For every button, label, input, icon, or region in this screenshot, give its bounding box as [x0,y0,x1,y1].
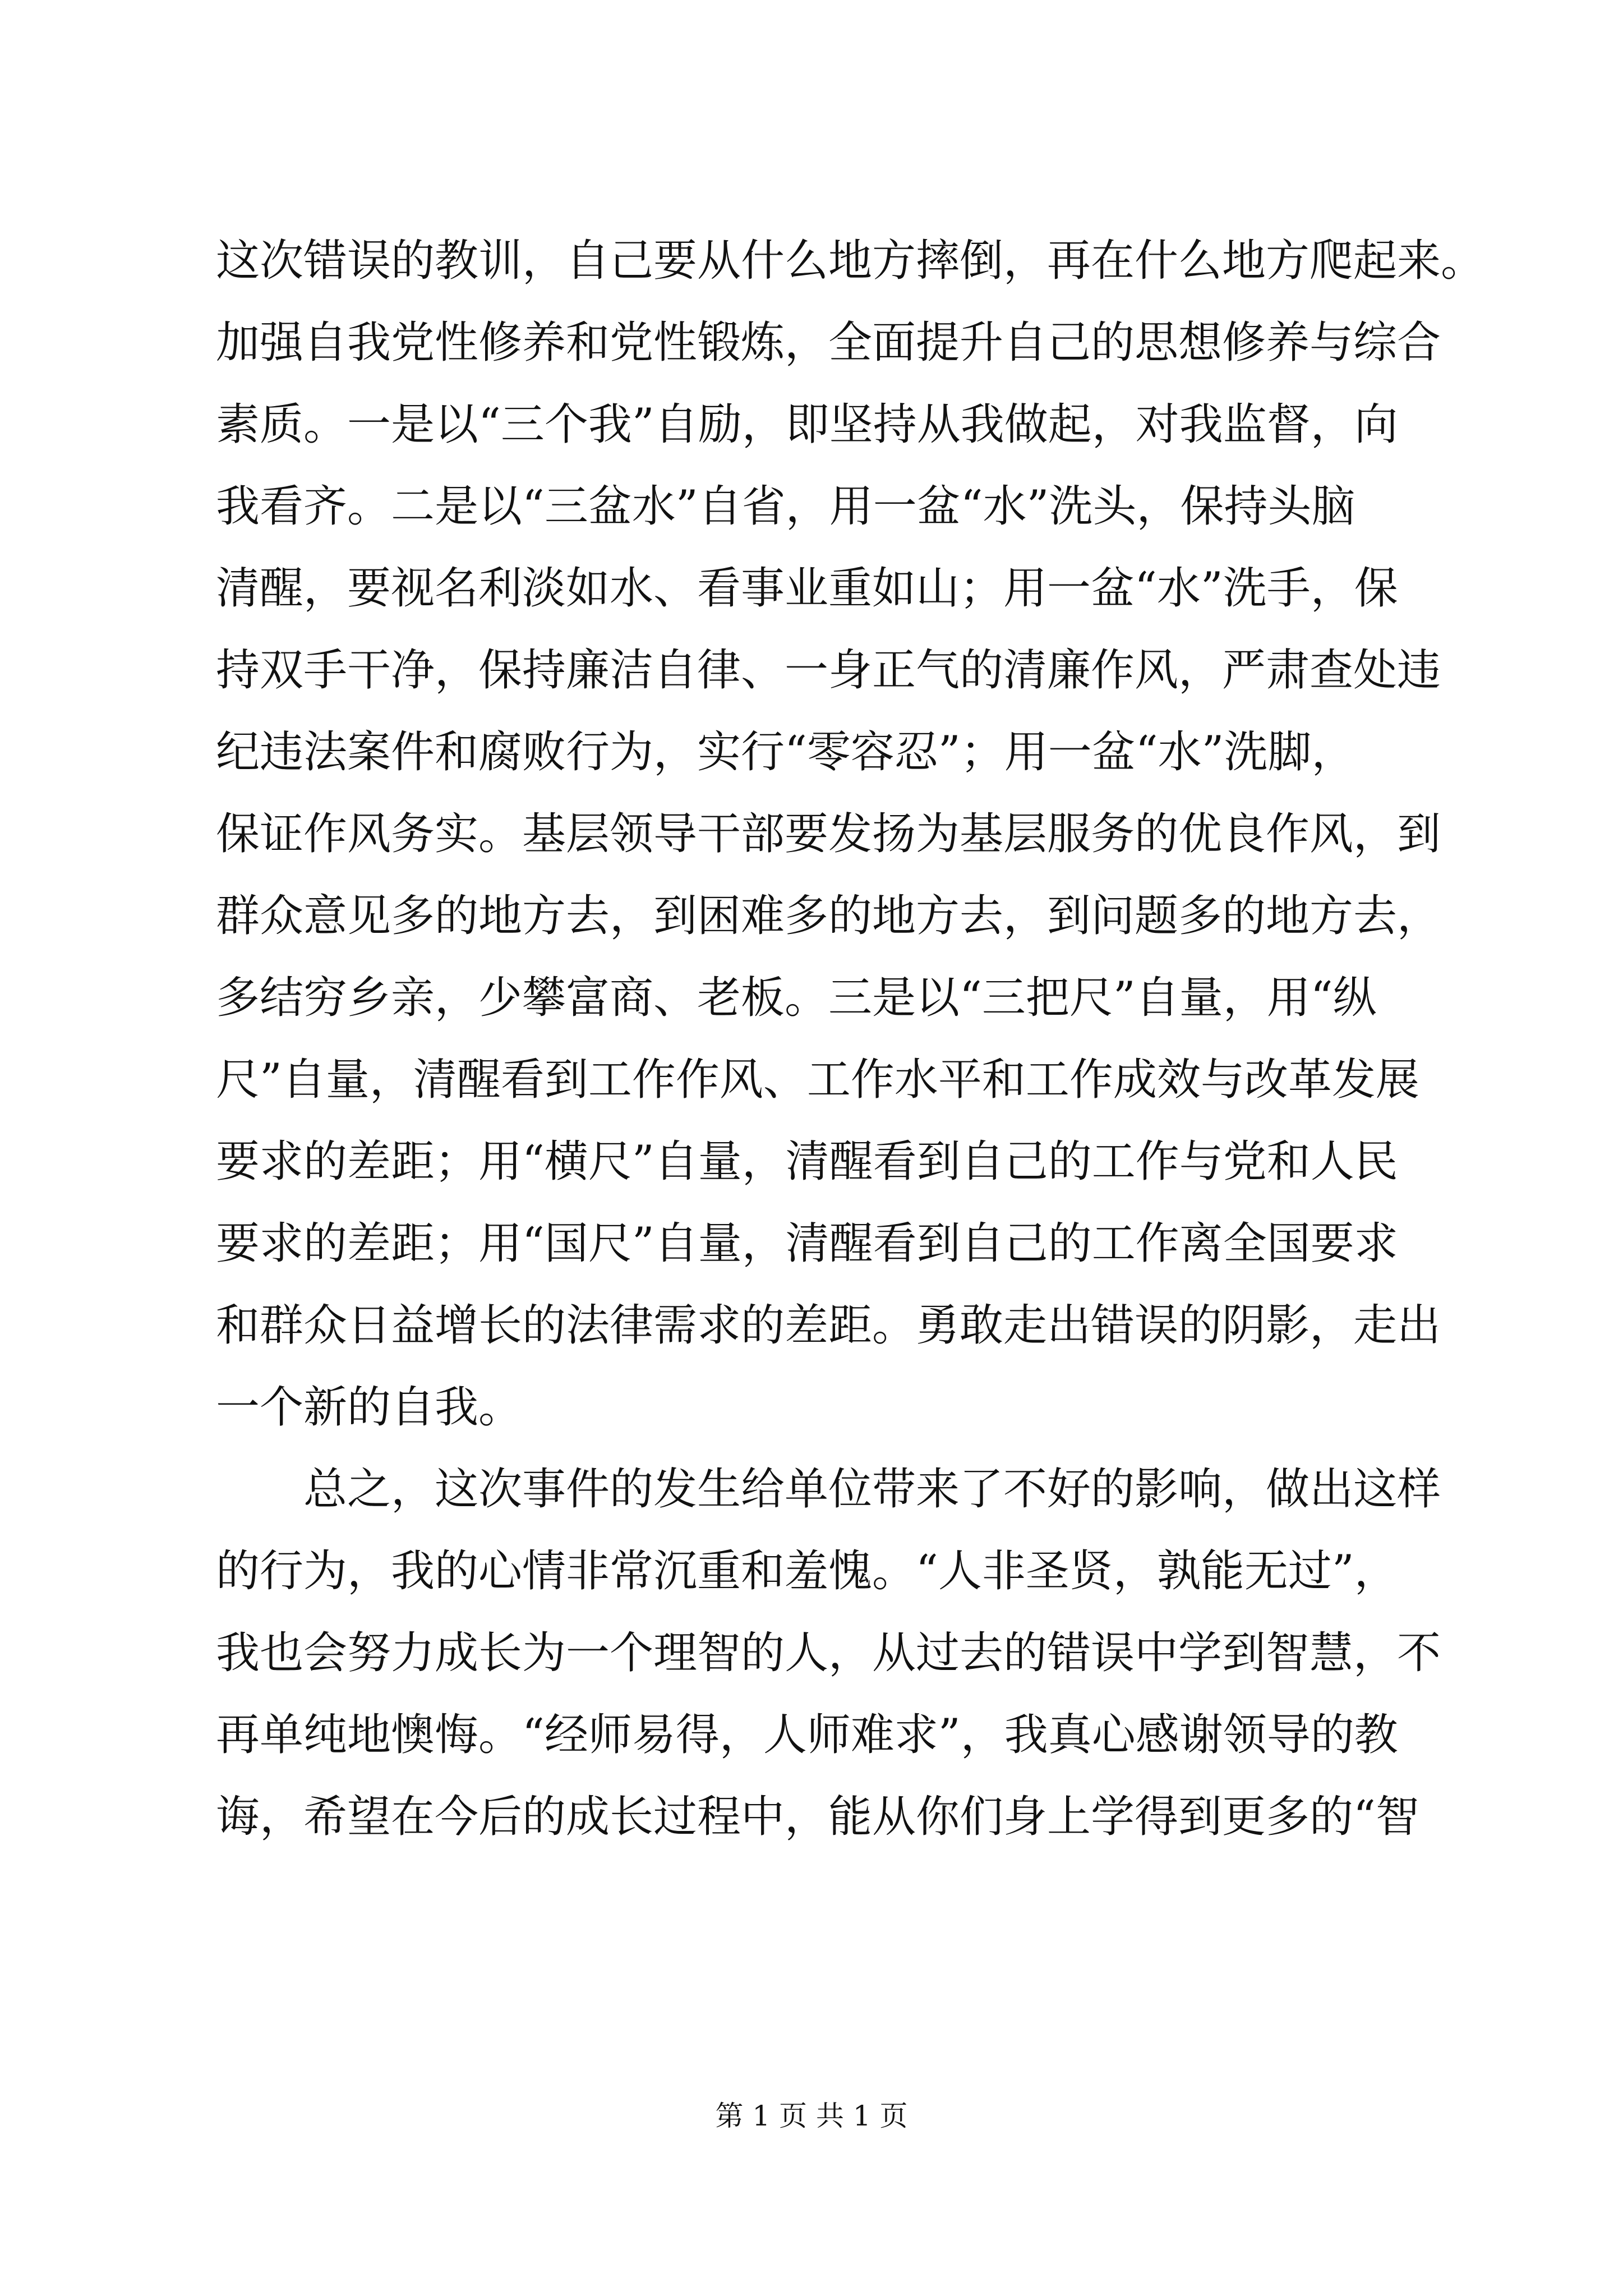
text-line: 保证作风务实。基层领导干部要发扬为基层服务的优良作风，到 [216,809,1441,859]
text-line: 群众意见多的地方去，到困难多的地方去，到问题多的地方去， [216,891,1441,941]
text-line: 再单纯地懊悔。“经师易得，人师难求”，我真心感谢领导的教 [216,1710,1398,1760]
text-line: 要求的差距；用“国尺”自量，清醒看到自己的工作离全国要求 [216,1218,1398,1269]
page-number-label: 第 1 页 共 1 页 [715,2100,908,2132]
text-line: 的行为，我的心情非常沉重和羞愧。“人非圣贤，孰能无过”， [216,1546,1398,1596]
paragraph-start-line: 总之，这次事件的发生给单位带来了不好的影响，做出这样 [303,1464,1441,1515]
text-line: 我看齐。二是以“三盆水”自省，用一盆“水”洗头，保持头脑 [216,481,1355,532]
text-line: 诲，希望在今后的成长过程中，能从你们身上学得到更多的“智 [216,1792,1419,1842]
text-line: 尺”自量，清醒看到工作作风、工作水平和工作成效与改革发展 [216,1055,1419,1105]
text-line: 我也会努力成长为一个理智的人，从过去的错误中学到智慧，不 [216,1628,1441,1678]
text-line: 一个新的自我。 [216,1382,523,1433]
text-line: 清醒，要视名利淡如水、看事业重如山；用一盆“水”洗手，保 [216,563,1398,614]
text-line: 纪违法案件和腐败行为，实行“零容忍”；用一盆“水”洗脚， [216,727,1355,777]
text-line: 加强自我党性修养和党性锻炼，全面提升自己的思想修养与综合 [216,318,1441,368]
text-line: 和群众日益增长的法律需求的差距。勇敢走出错误的阴影，走出 [216,1300,1441,1351]
text-line: 多结穷乡亲，少攀富商、老板。三是以“三把尺”自量，用“纵 [216,973,1377,1023]
document-body [216,220,1485,1858]
text-line: 素质。一是以“三个我”自励，即坚持从我做起，对我监督，向 [216,399,1398,450]
text-line: 要求的差距；用“横尺”自量，清醒看到自己的工作与党和人民 [216,1137,1398,1187]
text-line: 这次错误的教训，自己要从什么地方摔倒，再在什么地方爬起来。 [216,236,1485,286]
text-line: 持双手干净，保持廉洁自律、一身正气的清廉作风，严肃查处违 [216,645,1441,696]
page-footer [0,2099,1623,2133]
